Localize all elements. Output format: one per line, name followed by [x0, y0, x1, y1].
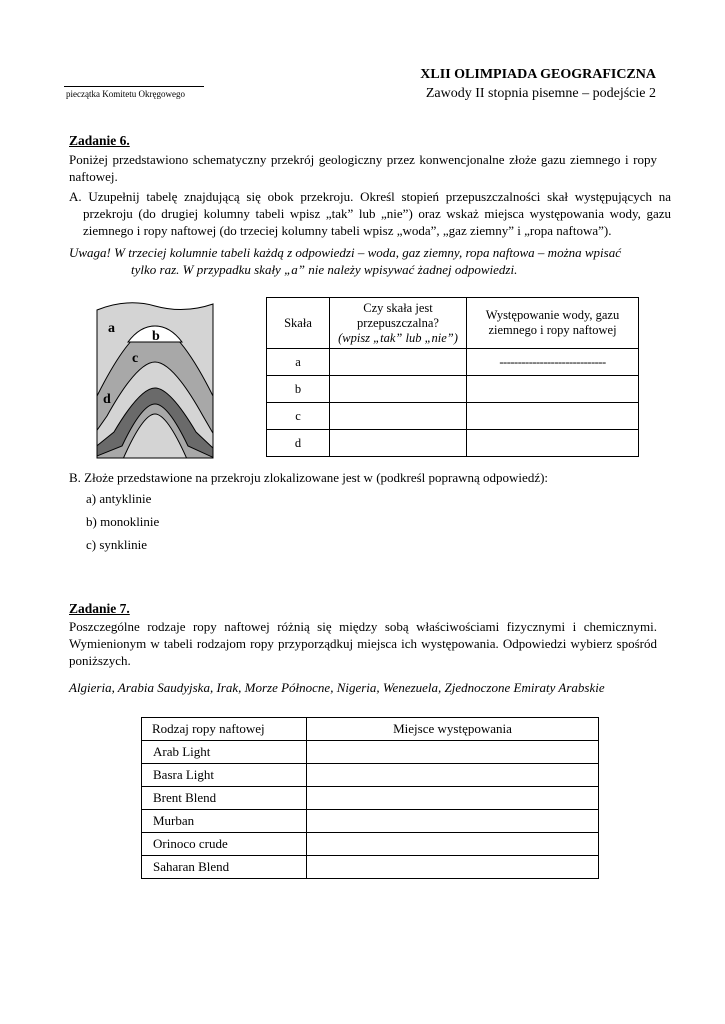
- table-row: [142, 856, 599, 879]
- header-permeable-line2: przepuszczalna?: [357, 315, 439, 330]
- permeable-answer-cell[interactable]: [330, 430, 467, 457]
- table-row: [267, 403, 639, 430]
- stamp-label: pieczątka Komitetu Okręgowego: [66, 89, 185, 99]
- header-permeable: [330, 298, 467, 349]
- task7-intro: Poszczególne rodzaje ropy naftowej różnią się między sobą właściwościami fizycznymi i chemicznymi. Wymienionym w tabeli rodzajom ropy przyporządkuj miejsca ich występowania. Odpowiedzi wybierz spośród poniższych.: [69, 619, 657, 668]
- task6-part-a: A. Uzupełnij tabelę znajdującą się obok przekroju. Określ stopień przepuszczalności skał występujących na przekroju (do drugiej kolumny tabeli wpisz „tak” lub „nie”) oraz wskaż miejsca występowania wody, gazu ziemnego i ropy naftowej (do trzeciej kolumny tabeli wpisz „woda”, „gaz ziemny” i „ropa naftowa”).: [69, 189, 671, 238]
- rock-cell: a: [267, 349, 330, 376]
- option-anticline[interactable]: a) antyklinie: [86, 491, 152, 506]
- label-b: b: [152, 329, 160, 344]
- oil-type-cell: Saharan Blend: [142, 856, 307, 879]
- header-location: Miejsce występowania: [307, 718, 599, 741]
- rock-cell: d: [267, 430, 330, 457]
- task7-heading: Zadanie 7.: [69, 601, 130, 616]
- table-row: [267, 349, 639, 376]
- oil-type-cell: Basra Light: [142, 764, 307, 787]
- occurrence-answer-cell[interactable]: [467, 403, 639, 430]
- option-monocline[interactable]: b) monoklinie: [86, 514, 160, 529]
- occurrence-answer-cell[interactable]: [467, 430, 639, 457]
- table-row: [142, 810, 599, 833]
- stamp-line: [64, 86, 204, 87]
- label-d: d: [103, 392, 111, 407]
- country-item: Wenezuela: [382, 680, 439, 695]
- location-answer-cell[interactable]: [307, 833, 599, 856]
- table-row: [142, 764, 599, 787]
- task6-note-line2: tylko raz. W przypadku skały „a” nie należy wpisywać żadnej odpowiedzi.: [131, 262, 518, 277]
- table-header-row: [142, 718, 599, 741]
- permeable-answer-cell[interactable]: [330, 349, 467, 376]
- country-item: Morze Północne: [244, 680, 331, 695]
- country-item: Algieria: [69, 680, 112, 695]
- country-item: Nigeria: [336, 680, 377, 695]
- task6-note-line1: Uwaga! W trzeciej kolumnie tabeli każdą z odpowiedzi – woda, gaz ziemny, ropa naftowa – można wpisać: [69, 245, 621, 260]
- country-item: Irak: [216, 680, 239, 695]
- rock-cell: c: [267, 403, 330, 430]
- rock-cell: b: [267, 376, 330, 403]
- table-header-row: [267, 298, 639, 349]
- header-occurrence: [467, 298, 639, 349]
- header-permeable-line3: (wpisz „tak” lub „nie”): [338, 330, 458, 345]
- task6-heading: Zadanie 6.: [69, 133, 130, 148]
- task6-note: [69, 244, 657, 278]
- task6-intro: Poniżej przedstawiono schematyczny przekrój geologiczny przez konwencjonalne złoże gazu ziemnego i ropy naftowej.: [69, 152, 657, 184]
- label-a: a: [108, 321, 115, 336]
- location-answer-cell[interactable]: [307, 741, 599, 764]
- oil-types-table: [141, 717, 599, 879]
- oil-type-cell: Murban: [142, 810, 307, 833]
- table-row: [142, 741, 599, 764]
- header-occurrence-line1: Występowanie wody, gazu: [485, 308, 620, 322]
- location-answer-cell[interactable]: [307, 787, 599, 810]
- oil-type-cell: Orinoco crude: [142, 833, 307, 856]
- occurrence-answer-cell[interactable]: [467, 376, 639, 403]
- header-oil-type: Rodzaj ropy naftowej: [142, 718, 307, 741]
- country-item: Arabia Saudyjska: [117, 680, 210, 695]
- location-answer-cell[interactable]: [307, 856, 599, 879]
- occurrence-answer-cell: -----------------------------: [467, 349, 639, 376]
- country-item: Zjednoczone Emiraty Arabskie: [444, 680, 605, 695]
- oil-type-cell: Arab Light: [142, 741, 307, 764]
- option-syncline[interactable]: c) synklinie: [86, 537, 148, 552]
- table-row: [142, 833, 599, 856]
- task6-part-b: B. Złoże przedstawione na przekroju zlokalizowane jest w (podkreśl poprawną odpowiedź):: [69, 470, 549, 485]
- table-row: [267, 430, 639, 457]
- header-permeable-line1: Czy skała jest: [363, 300, 433, 315]
- header-occurrence-line2: ziemnego i ropy naftowej: [488, 323, 617, 337]
- rock-permeability-table: [266, 297, 639, 457]
- header-rock: Skała: [267, 298, 330, 349]
- location-answer-cell[interactable]: [307, 764, 599, 787]
- permeable-answer-cell[interactable]: [330, 376, 467, 403]
- olympiad-subtitle: Zawody II stopnia pisemne – podejście 2: [425, 86, 656, 101]
- table-row: [142, 787, 599, 810]
- permeable-answer-cell[interactable]: [330, 403, 467, 430]
- geological-cross-section: [92, 296, 218, 460]
- table-row: [267, 376, 639, 403]
- olympiad-title: XLII OLIMPIADA GEOGRAFICZNA: [420, 67, 656, 82]
- oil-type-cell: Brent Blend: [142, 787, 307, 810]
- location-answer-cell[interactable]: [307, 810, 599, 833]
- country-list: Algieria, Arabia Saudyjska, Irak, Morze Północne, Nigeria, Wenezuela, Zjednoczone Emiraty Arabskie: [69, 680, 605, 695]
- label-c: c: [132, 351, 139, 366]
